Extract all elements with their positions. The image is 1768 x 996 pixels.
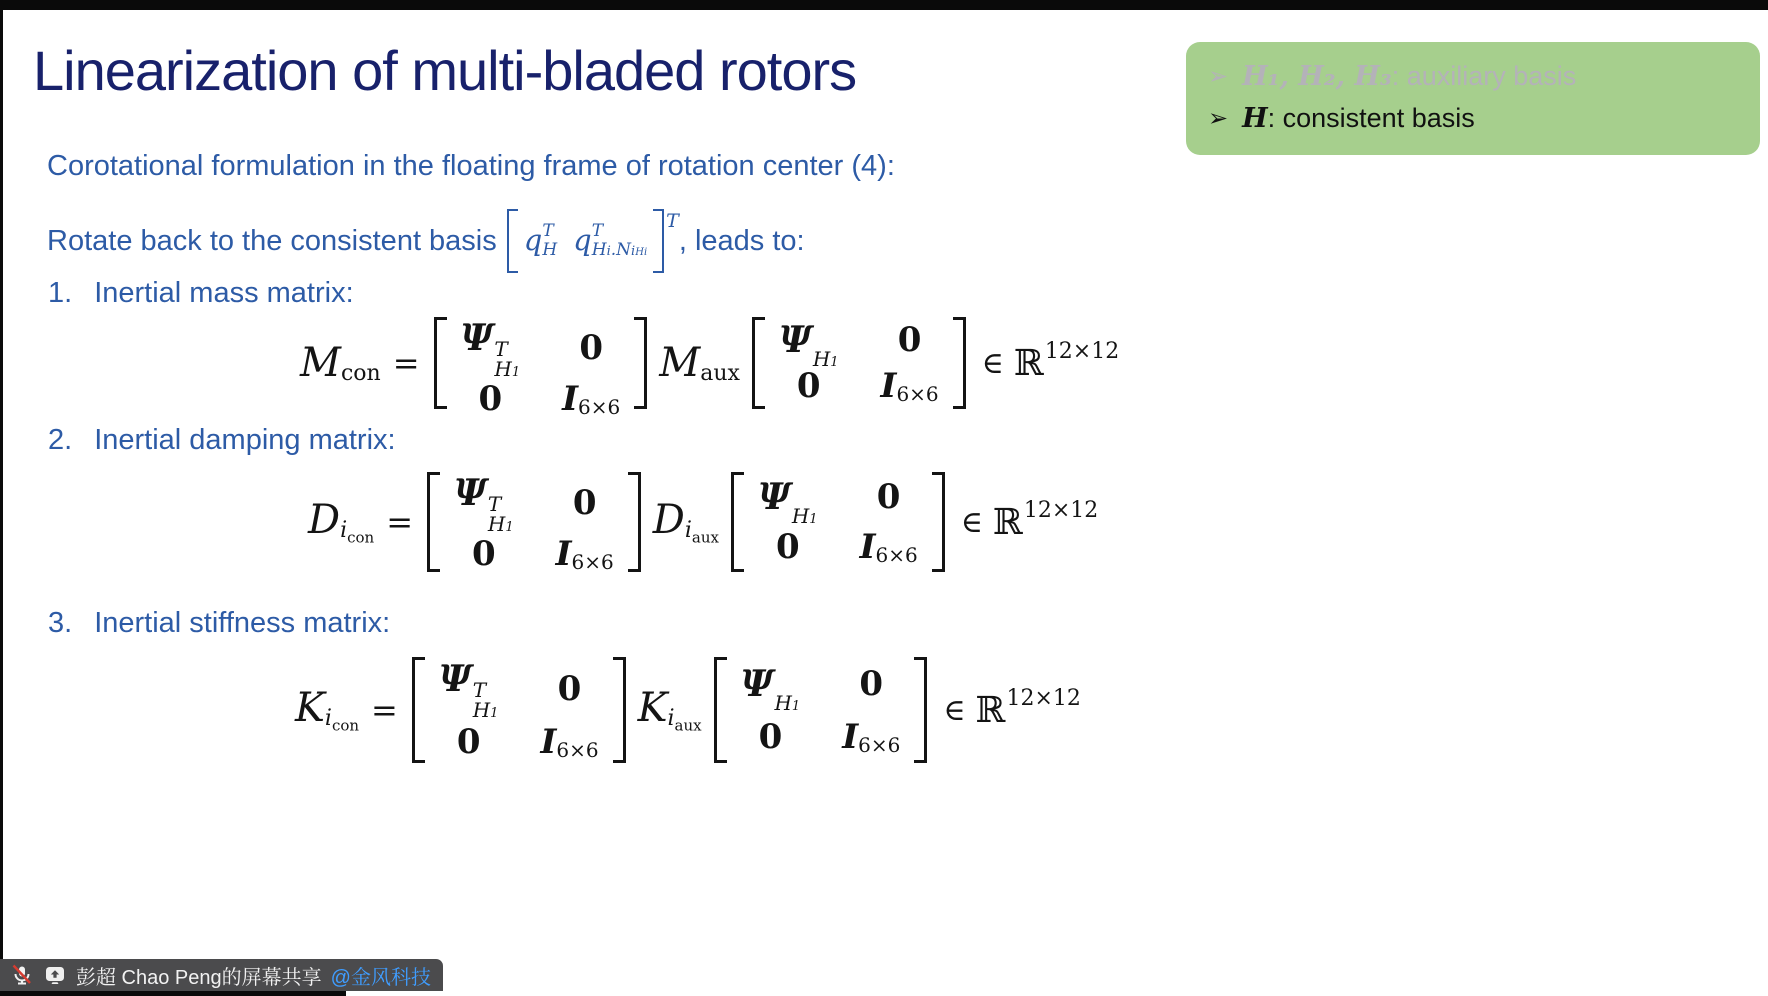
legend-item-auxiliary-basis (1208, 56, 1760, 98)
list-item-inertial-damping (48, 424, 396, 457)
inline-right-bracket (653, 209, 664, 273)
matrix-cell-identity (881, 366, 939, 406)
h1-subscript: H1 (812, 347, 839, 372)
matrix-cells (425, 655, 613, 765)
bottom-edge-strip (0, 991, 346, 996)
matrix-cell-zero: 0 (572, 483, 597, 523)
identity-symbol: I (562, 379, 579, 419)
matrix-cell-zero: 0 (478, 379, 503, 420)
matrix-cells (727, 655, 915, 765)
matrix-left-bracket (412, 657, 425, 763)
screen-share-indicator-bar (0, 959, 443, 991)
matrix-cell-zero: 0 (775, 527, 800, 568)
list-item-inertial-stiffness (48, 607, 390, 640)
mid-D-iaux: $D_{i_{aux}}$ (652, 497, 719, 547)
matrix-cell-identity (540, 722, 598, 762)
list-number: 3. (48, 607, 73, 639)
lhs-M-con: $M_{con}$ (300, 339, 381, 387)
mid-K-iaux: $K_{i_{aux}}$ (637, 685, 702, 735)
arrow-bullet-icon: ➢ (1208, 63, 1229, 90)
matrix-cell-zero: 0 (758, 716, 783, 757)
identity-dims-subscript: 6×6 (875, 543, 918, 568)
identity-dims-subscript: 6×6 (571, 550, 614, 575)
legend-box (1186, 42, 1760, 155)
matrix-cells (765, 315, 953, 411)
inline-left-bracket (507, 209, 518, 273)
matrix-cell-psi (778, 319, 839, 372)
psi-symbol: Ψ (757, 476, 791, 519)
matrix-cell-psi (439, 658, 499, 720)
q-H-term: q T H (523, 221, 558, 260)
dimension-statement (960, 497, 1099, 543)
screen-share-icon (43, 963, 67, 987)
lhs-K-icon: $K_{i_{con}}$ (295, 685, 360, 735)
outer-transpose: T (666, 210, 679, 232)
element-of-symbol: ∈ (960, 504, 983, 540)
sharer-name-text: 彭超 Chao Peng的屏幕共享 (76, 966, 322, 989)
transpose-superscript: T (494, 337, 508, 361)
identity-symbol: I (859, 527, 876, 568)
matrix-right-bracket (932, 472, 945, 572)
transpose-superscript: T (472, 677, 487, 702)
slide-title: Linearization of multi-bladed rotors (33, 39, 857, 102)
real-numbers-symbol: ℝ (975, 689, 1006, 731)
equals-sign: = (371, 691, 398, 729)
h1-subscript: H1 (774, 690, 801, 715)
matrix-cell-zero: 0 (557, 668, 582, 709)
legend-aux-text: H₁, H₂, H₃: auxiliary basis (1242, 61, 1577, 92)
matrix-left-bracket (434, 317, 447, 409)
nested-subscript: Hi.NiHi (591, 240, 648, 260)
list-label: Inertial mass matrix: (94, 277, 354, 309)
psi-symbol: Ψ (460, 317, 494, 359)
matrix-cells (744, 470, 932, 574)
list-label: Inertial stiffness matrix: (94, 607, 391, 639)
lhs-D-icon: $D_{i_{con}}$ (308, 497, 375, 547)
arrow-bullet-icon: ➢ (1208, 105, 1229, 132)
matrix-cell-zero: 0 (859, 663, 884, 704)
window-border-left (0, 0, 3, 996)
transpose-superscript: T (487, 492, 502, 516)
matrix-right-bracket (953, 317, 966, 409)
list-item-inertial-mass (48, 277, 354, 310)
legend-consistent-text: H: consistent basis (1242, 103, 1475, 134)
matrix-cell-zero: 0 (472, 534, 496, 575)
identity-symbol: I (880, 366, 897, 407)
matrix-cell-zero: 0 (897, 320, 922, 361)
element-of-symbol: ∈ (943, 692, 966, 728)
h1-subscript: H1 (472, 697, 499, 722)
identity-symbol: I (540, 721, 557, 762)
transform-matrix-transposed (434, 315, 648, 420)
rotate-prefix: Rotate back to the consistent basis (47, 224, 497, 257)
matrix-right-bracket (914, 657, 927, 763)
matrix-cell-identity (860, 527, 918, 567)
matrix-cell-psi (757, 476, 818, 529)
identity-dims-subscript: 6×6 (578, 395, 621, 420)
identity-symbol: I (555, 534, 572, 574)
inline-vector (518, 223, 653, 259)
legend-item-consistent-basis (1208, 98, 1760, 140)
matrix-cells (447, 315, 635, 420)
element-of-symbol: ∈ (981, 345, 1004, 381)
dimension-superscript: 12×12 (1023, 497, 1099, 523)
identity-dims-subscript: 6×6 (858, 733, 901, 758)
identity-dims-subscript: 6×6 (556, 738, 599, 763)
matrix-right-bracket (634, 317, 647, 409)
h1-subscript: H1 (791, 504, 818, 529)
real-numbers-symbol: ℝ (1013, 342, 1044, 384)
real-numbers-symbol: ℝ (992, 501, 1023, 543)
list-number: 1. (48, 277, 73, 309)
matrix-cells (440, 470, 628, 574)
list-number: 2. (48, 424, 73, 456)
matrix-cell-zero: 0 (456, 721, 481, 762)
matrix-right-bracket (628, 472, 641, 572)
matrix-cell-identity (556, 534, 614, 574)
equals-sign: = (386, 503, 414, 541)
dimension-statement (943, 685, 1081, 731)
list-label: Inertial damping matrix: (94, 424, 396, 456)
intro-line: Corotational formulation in the floating frame of rotation center (4): (47, 150, 895, 182)
matrix-cell-identity (562, 379, 620, 419)
matrix-left-bracket (731, 472, 744, 572)
matrix-left-bracket (752, 317, 765, 409)
matrix-cell-zero: 0 (876, 477, 901, 518)
q-HiN-term: q T Hi.NiHi (573, 221, 648, 260)
matrix-right-bracket (613, 657, 626, 763)
matrix-cell-psi (740, 662, 801, 715)
microphone-muted-icon (10, 963, 34, 987)
equation-inertial-damping (308, 470, 1098, 574)
transform-matrix (752, 315, 966, 411)
identity-symbol: I (842, 716, 859, 757)
transform-matrix (714, 655, 928, 765)
matrix-cell-psi (454, 472, 514, 534)
matrix-cell-zero: 0 (579, 328, 604, 368)
transform-matrix-transposed (427, 470, 641, 574)
transform-matrix (731, 470, 945, 574)
matrix-cell-zero: 0 (796, 366, 821, 407)
matrix-cell-identity (842, 717, 900, 757)
h1-subscript: H1 (494, 357, 521, 381)
mid-M-aux: $M_{aux}$ (659, 339, 740, 387)
psi-symbol: Ψ (778, 319, 812, 362)
equation-inertial-mass (300, 315, 1120, 420)
transform-matrix-transposed (412, 655, 626, 765)
matrix-left-bracket (427, 472, 440, 572)
dimension-superscript: 12×12 (1044, 338, 1120, 364)
rotate-suffix: , leads to: (678, 224, 805, 257)
equals-sign: = (392, 344, 420, 382)
psi-symbol: Ψ (740, 662, 774, 705)
psi-symbol: Ψ (438, 657, 472, 700)
matrix-cell-psi (461, 317, 521, 379)
h1-subscript: H1 (487, 512, 514, 536)
matrix-left-bracket (714, 657, 727, 763)
window-border-top (0, 0, 1768, 10)
identity-dims-subscript: 6×6 (896, 382, 939, 407)
dimension-statement (981, 338, 1120, 384)
dimension-superscript: 12×12 (1006, 685, 1081, 711)
sharer-mention-link[interactable]: @金风科技 (330, 966, 431, 989)
equation-inertial-stiffness (295, 655, 1081, 765)
rotate-line (47, 205, 805, 277)
psi-symbol: Ψ (454, 472, 487, 514)
